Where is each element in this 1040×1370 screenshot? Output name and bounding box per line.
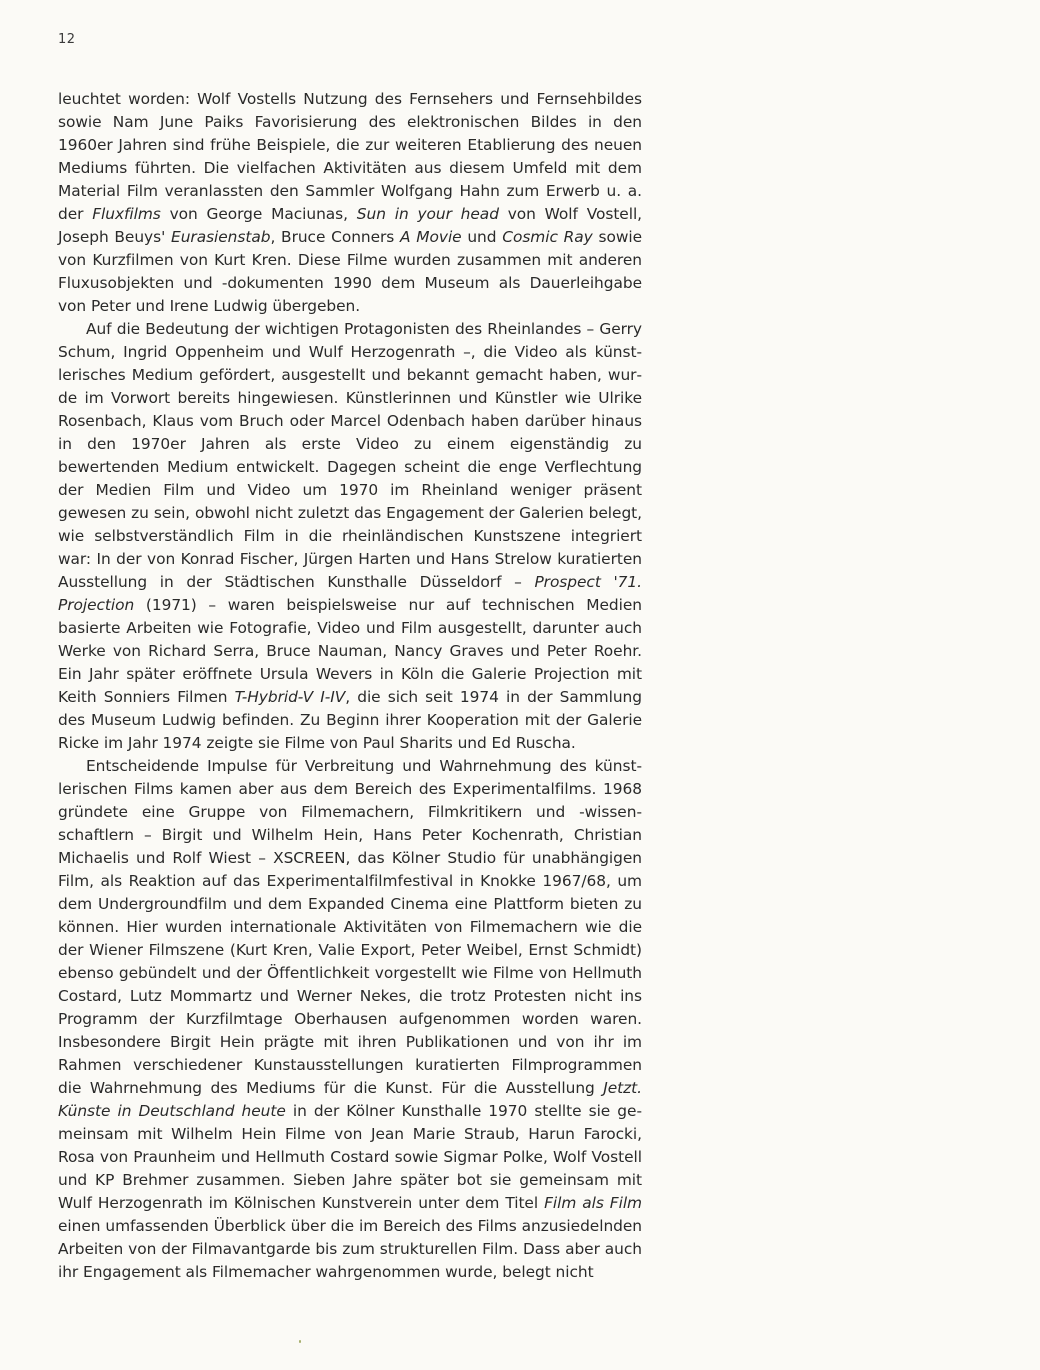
text-run: , die sich seit 1974 in der Sammlung des Museum Ludwig befinden. Zu Beginn ihrer Kooperation mit der Galerie Ricke im Jahr 1974 zeigte sie Filme von Paul Sharits und Ed Ruscha. <box>58 688 642 752</box>
text-run: Entscheidende Impulse für Verbreitung und Wahrnehmung des künstlerischen Films kamen aber aus dem Bereich des Experimentalfilms. 1968 gründete eine Gruppe von Filmemachern, Filmkritikern und -wissenschaftlern – Birgit und Wilhelm Hein, Hans Peter Kochenrath, Christian Michaelis und Rolf Wiest – XSCREEN, das Kölner Studio für unabhängigen Film, als Reaktion auf das Experimentalfilmfestival in Knokke 1967/68, um dem Undergroundfilm und dem Expanded Cinema eine Plattform bieten zu können. Hier wurden internationale Aktivitäten von Filmemachern wie die der Wiener Filmszene (Kurt Kren, Valie Export, Peter Weibel, Ernst Schmidt) ebenso gebündelt und der Öffentlichkeit vorgestellt wie Filme von Hellmuth Costard, Lutz Mommartz und Werner Nekes, die trotz Protesten nicht ins Programm der Kurzfilmtage Oberhausen aufgenommen worden waren. Insbesondere Birgit Hein prägte mit ihren Publikationen und von ihr im Rahmen verschiedener Kunstausstellungen kuratierten Filmprogrammen die Wahrnehmung des Mediums für die Kunst. Für die Ausstellung <box>58 757 642 1097</box>
italic-title: Film als Film <box>544 1194 642 1212</box>
paragraph-2 <box>58 318 642 755</box>
text-run: von Wolf Vostell, Joseph Beuys' <box>58 205 643 246</box>
italic-title: Cosmic Ray <box>502 228 593 246</box>
paragraph-1 <box>58 88 642 318</box>
italic-title: Prospect '71. Projection <box>58 573 642 614</box>
text-run: sowie von Kurzfilmen von Kurt Kren. Diese Filme wurden zusammen mit anderen Fluxusobjekten und -dokumenten 1990 dem Museum als Dauerleihgabe von Peter und Irene Ludwig übergeben. <box>58 228 642 315</box>
italic-title: T-Hybrid-V I-IV <box>234 688 346 706</box>
paragraph-3 <box>58 755 642 1284</box>
italic-title: A Movie <box>400 228 462 246</box>
text-run: Auf die Bedeutung der wichtigen Protagonisten des Rheinlandes – Gerry Schum, Ingrid Oppenheim und Wulf Herzogenrath –, die Video als künstlerisches Medium gefördert, ausgestellt und bekannt gemacht haben, wurde im Vorwort bereits hingewiesen. Künstlerinnen und Künstler wie Ulrike Rosenbach, Klaus vom Bruch oder Marcel Odenbach haben darüber hinaus in den 1970er Jahren als erste Video zu einem eigenständig zu bewertenden Medium entwickelt. Dagegen scheint die enge Verflechtung der Medien Film und Video um 1970 im Rheinland weniger präsent gewesen zu sein, obwohl nicht zuletzt das Engagement der Galerien belegt, wie selbstverständlich Film in die rheinländischen Kunstszene integriert war: In der von Konrad Fischer, Jürgen Harten und Hans Strelow kuratierten Ausstellung in der Städtischen Kunsthalle Düsseldorf – <box>58 320 642 591</box>
body-text <box>58 88 642 1284</box>
page-number: 12 <box>58 32 76 47</box>
text-run: in der Kölner Kunsthalle 1970 stellte sie gemeinsam mit Wilhelm Hein Filme von Jean Marie Straub, Harun Farocki, Rosa von Praunheim und Hellmuth Costard sowie Sigmar Polke, Wolf Vostell und KP Brehmer zusammen. Sieben Jahre später bot sie gemeinsam mit Wulf Herzogenrath im Kölnischen Kunstverein unter dem Titel <box>58 1102 642 1212</box>
paper-speck <box>299 1340 301 1343</box>
text-run: (1971) – waren beispielsweise nur auf technischen Medien basierte Arbeiten wie Fotografie, Video und Film ausgestellt, darunter auch Werke von Richard Serra, Bruce Nauman, Nancy Graves und Peter Roehr. Ein Jahr später eröffnete Ursula Wevers in Köln die Galerie Projection mit Keith Sonniers Filmen <box>58 596 642 706</box>
text-run: leuchtet worden: Wolf Vostells Nutzung des Fernsehers und Fernsehbildes sowie Nam June Paiks Favorisierung des elektronischen Bildes in den 1960er Jahren sind frühe Beispiele, die zur weiteren Etablierung des neuen Mediums führten. Die vielfachen Aktivitäten aus diesem Umfeld mit dem Material Film veranlassten den Sammler Wolfgang Hahn zum Erwerb u. a. der <box>58 90 642 223</box>
text-run: von George Maciunas, <box>160 205 357 223</box>
text-run: , Bruce Conners <box>270 228 401 246</box>
italic-title: Jetzt. Künste in Deutschland heute <box>58 1079 642 1120</box>
italic-title: Sun in your head <box>356 205 499 223</box>
text-run: einen umfassenden Überblick über die im Bereich des Films anzusiedelnden Arbeiten von der Filmavantgarde bis zum strukturellen Film. Dass aber auch ihr Engagement als Filmemacher wahrgenommen wurde, belegt nicht <box>58 1217 642 1281</box>
italic-title: Fluxfilms <box>92 205 161 223</box>
italic-title: Eurasienstab <box>171 228 271 246</box>
text-run: und <box>461 228 503 246</box>
